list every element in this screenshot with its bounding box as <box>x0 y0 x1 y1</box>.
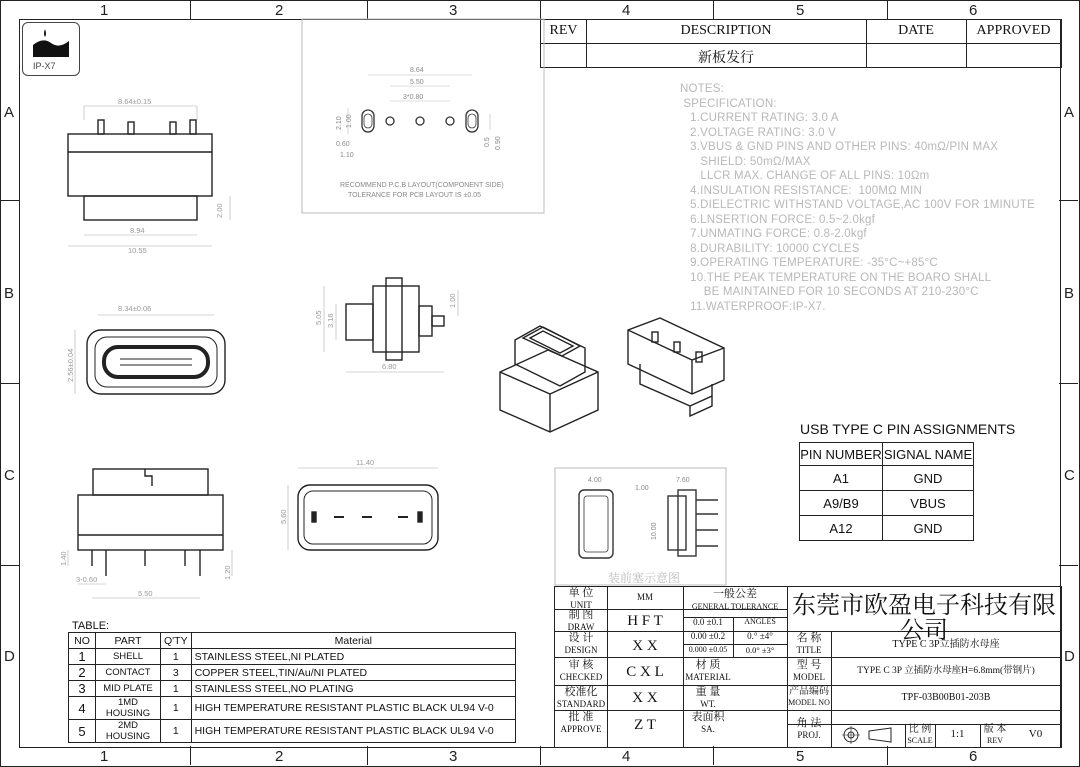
dim-side-b: 3.16 <box>326 313 335 328</box>
top-view-dims <box>68 106 230 246</box>
table-row <box>69 649 516 665</box>
mat-part: SHELL <box>96 649 161 665</box>
zone-bottom-5: 5 <box>796 748 805 765</box>
mat-no: 1 <box>69 649 96 665</box>
assembly-view <box>579 490 718 558</box>
checked-label: 审 核 CHECKED <box>559 659 603 682</box>
approve-label: 批 准 APPROVE <box>560 711 602 734</box>
unit-label: 单 位 UNIT <box>568 587 594 610</box>
dim-side-a: 5.05 <box>314 310 323 325</box>
model-label: 型 号 MODEL <box>793 659 825 682</box>
note-line: SPECIFICATION: <box>680 97 777 110</box>
side-view <box>346 278 444 360</box>
tol-row2: 0.00 ±0.2 <box>690 631 726 641</box>
approved-header: APPROVED <box>976 23 1051 38</box>
note-line: 11.WATERPROOF:IP-X7. <box>680 300 826 313</box>
dim-bottom-outer: 10.55 <box>128 246 147 255</box>
dim-front-width: 8.34±0.06 <box>118 304 152 313</box>
pin-number: A9/B9 <box>800 491 883 516</box>
pcb-dim-9: 0.90 <box>495 136 502 150</box>
table-row <box>69 665 516 681</box>
company-name: 东莞市欧盈电子科技有限公司 <box>792 591 1056 645</box>
title-block <box>554 586 1062 748</box>
note-line: 5.DIELECTRIC WITHSTAND VOLTAGE,AC 100V FOR 1MINUTE <box>680 199 1036 211</box>
mat-material: STAINLESS STEEL,NO PLATING <box>191 681 515 697</box>
signal-name: GND <box>883 466 974 491</box>
weight-label: 重 量 WT. <box>695 686 721 709</box>
zone-right-b: B <box>1064 285 1075 302</box>
mat-no: 3 <box>69 681 96 697</box>
pcb-dim-4: 2.10 <box>336 116 343 130</box>
rear-view-dims <box>288 468 438 550</box>
mat-qty: 3 <box>161 665 192 681</box>
mat-header-qty: Q'TY <box>161 633 192 649</box>
surface-label: 表面积 SA. <box>691 711 725 734</box>
note-line: SHIELD: 50mΩ/MAX <box>680 155 811 168</box>
table-row <box>69 697 516 720</box>
mat-part: MID PLATE <box>96 681 161 697</box>
side-view-dims <box>324 286 458 372</box>
assembly-caption: 装前塞示意图 <box>608 571 681 585</box>
unit-value: MM <box>636 592 653 602</box>
zone-bottom-1: 1 <box>100 748 109 765</box>
dim-rear-width: 11.40 <box>356 458 375 467</box>
pcb-dim-8: 0.5 <box>484 137 491 147</box>
pcb-note-1: RECOMMEND P.C.B LAYOUT(COMPONENT SIDE) <box>340 182 504 189</box>
table-row <box>69 720 516 743</box>
front-view-dims <box>75 315 214 394</box>
zone-bottom-2: 2 <box>275 748 284 765</box>
asm-dim-1: 4.00 <box>588 477 602 484</box>
mat-no: 5 <box>69 720 96 743</box>
mat-part: CONTACT <box>96 665 161 681</box>
name-value: TYPE C 3P立插防水母座 <box>892 639 1000 650</box>
zone-left-d: D <box>4 648 15 665</box>
materials-table <box>68 632 516 743</box>
asm-dim-2: 7.60 <box>676 477 690 484</box>
checked-value: C X L <box>626 664 664 680</box>
dim-top-width: 8.64±0.15 <box>118 97 152 106</box>
zone-bottom-3: 3 <box>449 748 458 765</box>
zone-right-d: D <box>1064 648 1075 665</box>
mat-qty: 1 <box>161 681 192 697</box>
pcb-dim-2: 5.50 <box>410 79 424 86</box>
note-line: BE MAINTAINED FOR 10 SECONDS AT 210-230°C <box>680 286 979 298</box>
dim-side-c: 1.00 <box>448 293 457 308</box>
dim-bot-left: 3-0.60 <box>76 575 98 584</box>
rear-view <box>298 485 438 550</box>
mat-qty: 1 <box>161 697 192 720</box>
mat-qty: 1 <box>161 720 192 743</box>
asm-dim-4: 10.00 <box>651 522 658 540</box>
zone-left-b: B <box>4 285 15 302</box>
mat-material: HIGH TEMPERATURE RESISTANT PLASTIC BLACK UL94 V-0 <box>191 697 515 720</box>
tolerance-label: 一般公差 GENERAL TOLERANCE <box>691 588 779 611</box>
table-row <box>800 516 974 541</box>
tol-row1: 0.0 ±0.1 <box>693 617 723 627</box>
note-line: 1.CURRENT RATING: 3.0 A <box>680 112 839 124</box>
pcb-dim-7: 1.10 <box>340 152 354 159</box>
notes-title: NOTES: <box>680 83 725 95</box>
rev-header: REV <box>549 23 578 38</box>
mat-no: 2 <box>69 665 96 681</box>
mat-material: COPPER STEEL,TIN/Au/NI PLATED <box>191 665 515 681</box>
pin-number: A12 <box>800 516 883 541</box>
note-line: 7.UNMATING FORCE: 0.8-2.0kgf <box>680 228 867 240</box>
mat-part: 2MD HOUSING <box>96 720 161 743</box>
signal-name: GND <box>883 516 974 541</box>
description-header: DESCRIPTION <box>680 23 772 38</box>
note-line: 6.LNSERTION FORCE: 0.5~2.0kgf <box>680 213 876 226</box>
date-header: DATE <box>898 23 934 38</box>
zone-left-c: C <box>4 467 15 484</box>
iso-view-left <box>500 326 598 432</box>
zone-right-a: A <box>1064 104 1075 121</box>
pin-number: A1 <box>800 466 883 491</box>
materials-table-label: TABLE: <box>72 620 110 632</box>
zone-top-5: 5 <box>796 2 805 19</box>
scale-label: 比 例 SCALE <box>907 724 933 745</box>
mat-header-material: Material <box>191 633 515 649</box>
zone-bottom-6: 6 <box>969 748 978 765</box>
table-row <box>69 681 516 697</box>
mat-header-no: NO <box>69 633 96 649</box>
dim-rear-height: 5.60 <box>279 509 288 524</box>
ang-row2: 0.° ±4° <box>747 631 773 641</box>
tol-row3: 0.000 ±0.05 <box>688 645 728 654</box>
model-value: TYPE C 3P 立插防水母座H=6.8mm(带钢片) <box>857 666 1035 676</box>
pin-header-signal: SIGNAL NAME <box>883 443 974 466</box>
note-line: 10.THE PEAK TEMPERATURE ON THE BOARO SHALL <box>680 271 992 284</box>
angles-label: ANGLES <box>744 617 776 626</box>
material-label: 材 质 MATERIAL <box>685 659 731 682</box>
draw-value: H F T <box>627 613 663 629</box>
mat-material: STAINLESS STEEL,NI PLATED <box>191 649 515 665</box>
draw-label: 制 图 DRAW <box>567 609 595 632</box>
revision-description: 新板发行 <box>698 51 754 66</box>
note-line: 3.VBUS & GND PINS AND OTHER PINS: 40mΩ/PIN MAX <box>680 141 999 153</box>
model-no-value: TPF-03B00B01-203B <box>901 692 991 703</box>
standard-label: 校准化 STANDARD <box>556 686 606 709</box>
rev-label: 版 本 REV <box>983 724 1007 745</box>
mat-material: HIGH TEMPERATURE RESISTANT PLASTIC BLACK UL94 V-0 <box>191 720 515 743</box>
zone-top-4: 4 <box>622 2 631 19</box>
pcb-layout <box>362 110 478 132</box>
logo-caption: IP-X7 <box>33 61 56 71</box>
dim-side-height: 2.00 <box>215 203 224 218</box>
pcb-dim-1: 8.64 <box>410 67 424 74</box>
mat-part: 1MD HOUSING <box>96 697 161 720</box>
note-line: 9.OPERATING TEMPERATURE: -35°C~+85°C <box>680 257 938 269</box>
note-line: 8.DURABILITY: 10000 CYCLES <box>680 242 860 255</box>
table-row <box>800 466 974 491</box>
pcb-dim-3: 3*0.80 <box>403 94 424 101</box>
ang-row3: 0.0° ±3° <box>745 645 775 655</box>
zone-bottom-4: 4 <box>622 748 631 765</box>
zone-right-c: C <box>1064 467 1075 484</box>
dim-front-height: 2.56±0.04 <box>66 348 75 382</box>
name-label: 名 称 TITLE <box>796 632 822 655</box>
elevation-view <box>78 469 223 576</box>
table-row <box>800 491 974 516</box>
dim-bot-h: 1.40 <box>59 551 68 566</box>
mat-qty: 1 <box>161 649 192 665</box>
projection-symbol-icon <box>841 725 901 745</box>
pin-assignments-table <box>799 442 974 541</box>
note-line: 2.VOLTAGE RATING: 3.0 V <box>680 126 837 139</box>
zone-left-a: A <box>4 104 15 121</box>
model-no-label: 产品编码 MODEL NO <box>788 686 830 707</box>
mat-no: 4 <box>69 697 96 720</box>
zone-top-6: 6 <box>969 2 978 19</box>
approve-value: Z T <box>634 717 656 733</box>
zone-top-3: 3 <box>449 2 458 19</box>
pcb-note-2: TOLERANCE FOR PCB LAYOUT IS ±0.05 <box>348 192 481 199</box>
mat-header-part: PART <box>96 633 161 649</box>
signal-name: VBUS <box>883 491 974 516</box>
note-line: LLCR MAX. CHANGE OF ALL PINS: 10Ωm <box>680 170 930 182</box>
pcb-dim-6: 0.60 <box>336 141 350 148</box>
zone-top-2: 2 <box>275 2 284 19</box>
dim-bottom-inner: 8.94 <box>130 226 145 235</box>
scale-value: 1:1 <box>950 728 965 740</box>
pin-header-number: PIN NUMBER <box>800 443 883 466</box>
zone-top-1: 1 <box>100 2 109 19</box>
top-view <box>68 120 212 220</box>
front-view <box>87 330 225 394</box>
pin-assignments-title: USB TYPE C PIN ASSIGNMENTS <box>800 421 1016 437</box>
design-label: 设 计 DESIGN <box>564 632 598 655</box>
dim-bot-right: 1.20 <box>223 565 232 580</box>
note-line: 4.INSULATION RESISTANCE: 100MΩ MIN <box>680 184 922 197</box>
asm-dim-3: 1.00 <box>635 485 649 492</box>
pcb-dim-5: 1.00 <box>346 114 353 128</box>
design-value: X X <box>632 638 658 654</box>
rev-value: V0 <box>1028 728 1043 740</box>
proj-label: 角 法 PROJ. <box>796 717 822 740</box>
dim-side-len: 6.80 <box>382 362 397 371</box>
iso-view-right <box>628 318 724 416</box>
dim-bot-pitch: 5.50 <box>138 589 153 598</box>
standard-value: X X <box>632 690 658 706</box>
